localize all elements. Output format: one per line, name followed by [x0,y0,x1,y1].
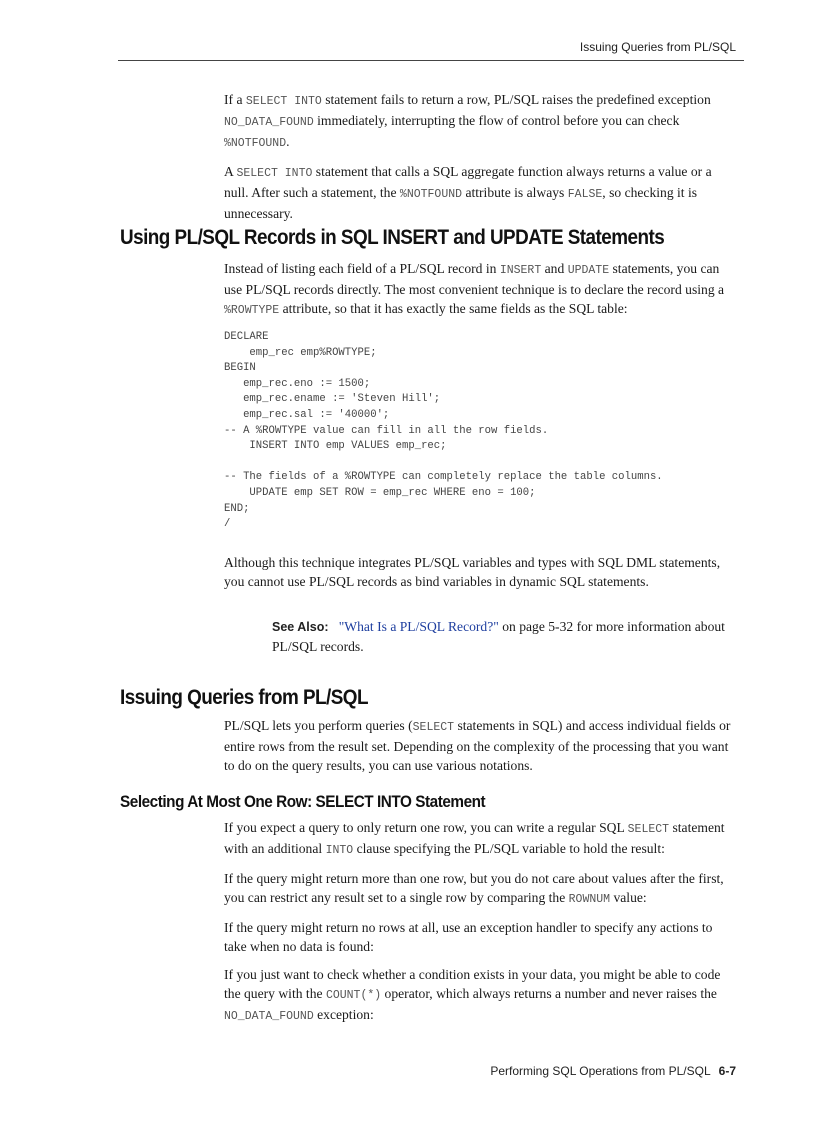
section-heading-records: Using PL/SQL Records in SQL INSERT and UPDATE Statements [120,226,665,249]
intro-paragraph-1: If a SELECT INTO statement fails to return a row, PL/SQL raises the predefined exception NO_DATA_FOUND immediately, interrupting the flow of control before you can check %NOTFOUND. [224,92,711,150]
intro-block [224,90,732,223]
page-footer [490,1064,736,1078]
select-into-paragraph-4: If you just want to check whether a condition exists in your data, you might be able to code the query with the COUNT(*) operator, which always returns a number and never raises the NO_DATA_FOUND exception: [224,967,721,1023]
queries-paragraph-1: PL/SQL lets you perform queries (SELECT statements in SQL) and access individual fields or entire rows from the result set. Depending on the complexity of the processing that you want to do on the query results, you can use various notations. [224,718,731,773]
header-rule [118,60,744,61]
see-also-label: See Also: [272,619,329,634]
footer-page-number: 6-7 [718,1064,736,1078]
subsection-heading-select-into: Selecting At Most One Row: SELECT INTO Statement [120,792,486,811]
queries-block [224,716,732,775]
intro-paragraph-2: A SELECT INTO statement that calls a SQL aggregate function always returns a value or a null. After such a statement, the %NOTFOUND attribute is always FALSE, so checking it is unnecessary. [224,164,712,221]
running-header-title: Issuing Queries from PL/SQL [579,40,736,54]
select-into-paragraph-1: If you expect a query to only return one row, you can write a regular SQL SELECT statement with an additional INTO clause specifying the PL/SQL variable to hold the result: [224,820,725,857]
select-into-paragraph-3: If the query might return no rows at all, use an exception handler to specify any actions to take when no data is found: [224,920,713,954]
see-also-note: See Also: "What Is a PL/SQL Record?" on page 5-32 for more information about PL/SQL records. [272,618,725,654]
records-paragraph-1: Instead of listing each field of a PL/SQL record in INSERT and UPDATE statements, you can use PL/SQL records directly. The most convenient technique is to declare the record using a %ROWTYPE attribute, so that it has exactly the same fields as the SQL table: [224,261,725,317]
footer-chapter-title: Performing SQL Operations from PL/SQL [490,1064,711,1078]
section-heading-queries: Issuing Queries from PL/SQL [120,686,368,709]
records-paragraph-2: Although this technique integrates PL/SQL variables and types with SQL DML statements, you cannot use PL/SQL records as bind variables in dynamic SQL statements. [224,554,721,589]
see-also-link[interactable]: "What Is a PL/SQL Record?" [338,618,499,634]
select-into-block [224,818,732,1026]
code-example: DECLARE emp_rec emp%ROWTYPE; BEGIN emp_rec.eno := 1500; emp_rec.ename := 'Steven Hill'; emp_rec.sal := '40000'; -- A %ROWTYPE value can fill in all the row fields. INSERT INTO emp VALUES emp_rec; -- The fields of a %ROWTYPE can completely replace the table columns. UPDATE emp SET ROW = emp_rec WHERE eno = 100; END; / [224,331,663,531]
select-into-paragraph-2: If the query might return more than one row, but you do not care about values after the first, you can restrict any result set to a single row by comparing the ROWNUM value: [224,871,724,906]
records-block [224,259,732,656]
